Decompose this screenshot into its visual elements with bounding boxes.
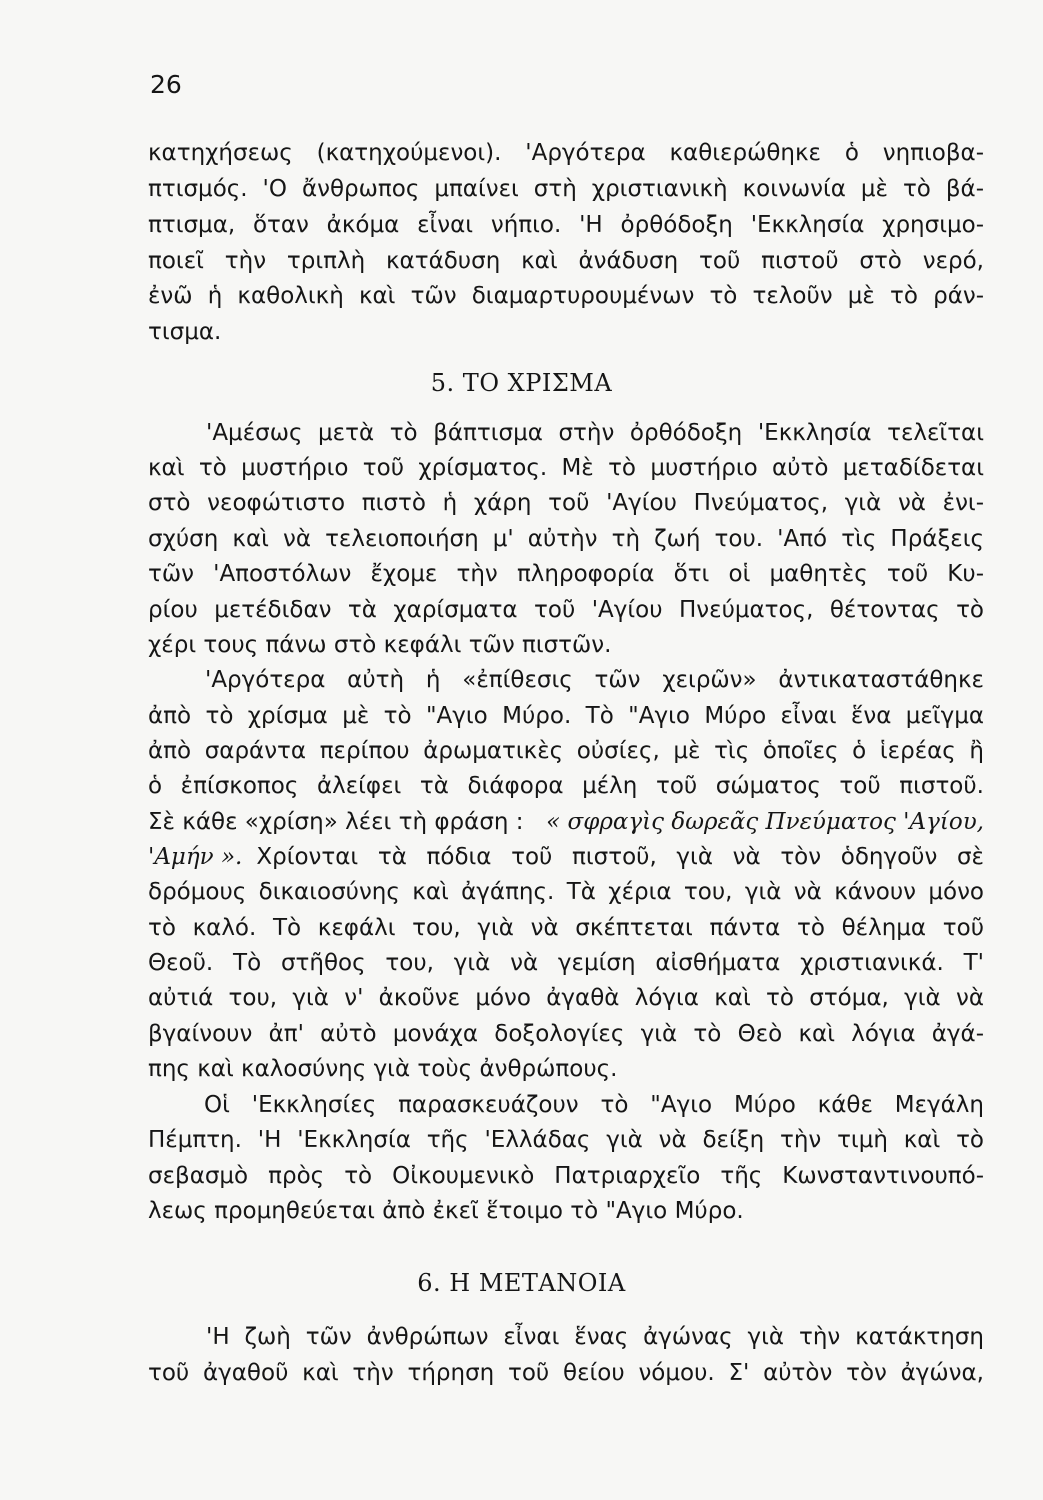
- text-line: 'Αργότερα αὐτὴ ἡ «ἐπίθεσις τῶν χειρῶν» ἀντικαταστάθηκε: [205, 667, 984, 693]
- text-line: αὐτιά του, γιὰ ν' ἀκοῦνε μόνο ἀγαθὰ λόγια καὶ τὸ στόμα, γιὰ νὰ: [148, 985, 984, 1011]
- text-line: λεως προμηθεύεται ἀπὸ ἐκεῖ ἕτοιμο τὸ "Αγιο Μύρο.: [148, 1198, 744, 1224]
- text-line: ποιεῖ τὴν τριπλὴ κατάδυση καὶ ἀνάδυση τοῦ πιστοῦ στὸ νερό,: [148, 248, 984, 274]
- text-line: [148, 842, 984, 872]
- text-line: βγαίνουν ἀπ' αὐτὸ μονάχα δοξολογίες γιὰ τὸ Θεὸ καὶ λόγια ἀγά-: [148, 1021, 984, 1047]
- page-number: 26: [150, 70, 182, 99]
- text-line: τισμα.: [148, 319, 222, 345]
- text-line: στὸ νεοφώτιστο πιστὸ ἡ χάρη τοῦ 'Αγίου Πνεύματος, γιὰ νὰ ἐνι-: [148, 490, 984, 516]
- text-line: Οἱ 'Εκκλησίες παρασκευάζουν τὸ "Αγιο Μύρο κάθε Μεγάλη: [204, 1092, 984, 1118]
- text-line: ἀπὸ τὸ χρίσμα μὲ τὸ "Αγιο Μύρο. Τὸ "Αγιο Μύρο εἶναι ἕνα μεῖγμα: [148, 703, 984, 729]
- text-line: τῶν 'Αποστόλων ἔχομε τὴν πληροφορία ὅτι οἱ μαθητὲς τοῦ Κυ-: [148, 561, 984, 587]
- text-line: σχύση καὶ νὰ τελειοποιήση μ' αὐτὴν τὴ ζωή του. 'Από τὶς Πράξεις: [148, 526, 984, 552]
- text-line: καὶ τὸ μυστήριο τοῦ χρίσματος. Μὲ τὸ μυστήριο αὐτὸ μεταδίδεται: [148, 455, 984, 481]
- text-line: τοῦ ἀγαθοῦ καὶ τὴν τήρηση τοῦ θείου νόμου. Σ' αὐτὸν τὸν ἀγώνα,: [148, 1360, 984, 1386]
- text-line: ἐνῶ ἡ καθολικὴ καὶ τῶν διαμαρτυρουμένων τὸ τελοῦν μὲ τὸ ράν-: [148, 283, 984, 309]
- text-line: Πέμπτη. 'Η 'Εκκλησία τῆς 'Ελλάδας γιὰ νὰ δείξη τὴν τιμὴ καὶ τὸ: [148, 1127, 984, 1153]
- text-span: Χρίονται τὰ πόδια τοῦ πιστοῦ, γιὰ νὰ τὸν ὁδηγοῦν σὲ: [256, 844, 984, 870]
- text-line: πτισμα, ὅταν ἀκόμα εἶναι νήπιο. 'Η ὀρθόδοξη 'Εκκλησία χρησιμο-: [148, 212, 984, 238]
- text-line: 'Αμέσως μετὰ τὸ βάπτισμα στὴν ὀρθόδοξη 'Εκκλησία τελεῖται: [206, 420, 984, 446]
- text-line: ρίου μετέδιδαν τὰ χαρίσματα τοῦ 'Αγίου Πνεύματος, θέτοντας τὸ: [148, 597, 984, 623]
- text-line: σεβασμὸ πρὸς τὸ Οἰκουμενικὸ Πατριαρχεῖο τῆς Κωνσταντινουπό-: [148, 1163, 984, 1189]
- text-span: Σὲ κάθε «χρίση» λέει τὴ φράση :: [148, 809, 524, 835]
- text-line: χέρι τους πάνω στὸ κεφάλι τῶν πιστῶν.: [148, 632, 612, 658]
- section-heading-chrisma: 5. ΤΟ ΧΡΙΣΜΑ: [430, 369, 613, 397]
- text-line: [148, 807, 984, 837]
- quote-span: 'Αμήν ».: [148, 844, 243, 870]
- text-line: δρόμους δικαιοσύνης καὶ ἀγάπης. Τὰ χέρια του, γιὰ νὰ κάνουν μόνο: [148, 879, 984, 905]
- text-line: πης καὶ καλοσύνης γιὰ τοὺς ἀνθρώπους.: [148, 1056, 618, 1082]
- section-heading-metanoia: 6. Η ΜΕΤΑΝΟΙΑ: [417, 1269, 626, 1297]
- text-line: ὁ ἐπίσκοπος ἀλείφει τὰ διάφορα μέλη τοῦ σώματος τοῦ πιστοῦ.: [148, 773, 984, 799]
- text-line: πτισμός. 'Ο ἄνθρωπος μπαίνει στὴ χριστιανικὴ κοινωνία μὲ τὸ βά-: [148, 176, 984, 202]
- text-line: Θεοῦ. Τὸ στῆθος του, γιὰ νὰ γεμίση αἰσθήματα χριστιανικά. Τ': [148, 950, 984, 976]
- text-line: τὸ καλό. Τὸ κεφάλι του, γιὰ νὰ σκέπτεται πάντα τὸ θέλημα τοῦ: [148, 915, 984, 941]
- text-line: ἀπὸ σαράντα περίπου ἀρωματικὲς οὐσίες, μὲ τὶς ὁποῖες ὁ ἱερέας ἢ: [148, 738, 984, 764]
- quote-span: « σφραγὶς δωρεᾶς Πνεύματος 'Αγίου,: [546, 809, 984, 835]
- text-line: κατηχήσεως (κατηχούμενοι). 'Αργότερα καθιερώθηκε ὁ νηπιοβα-: [148, 140, 984, 166]
- text-line: 'Η ζωὴ τῶν ἀνθρώπων εἶναι ἕνας ἀγώνας γιὰ τὴν κατάκτηση: [206, 1324, 984, 1350]
